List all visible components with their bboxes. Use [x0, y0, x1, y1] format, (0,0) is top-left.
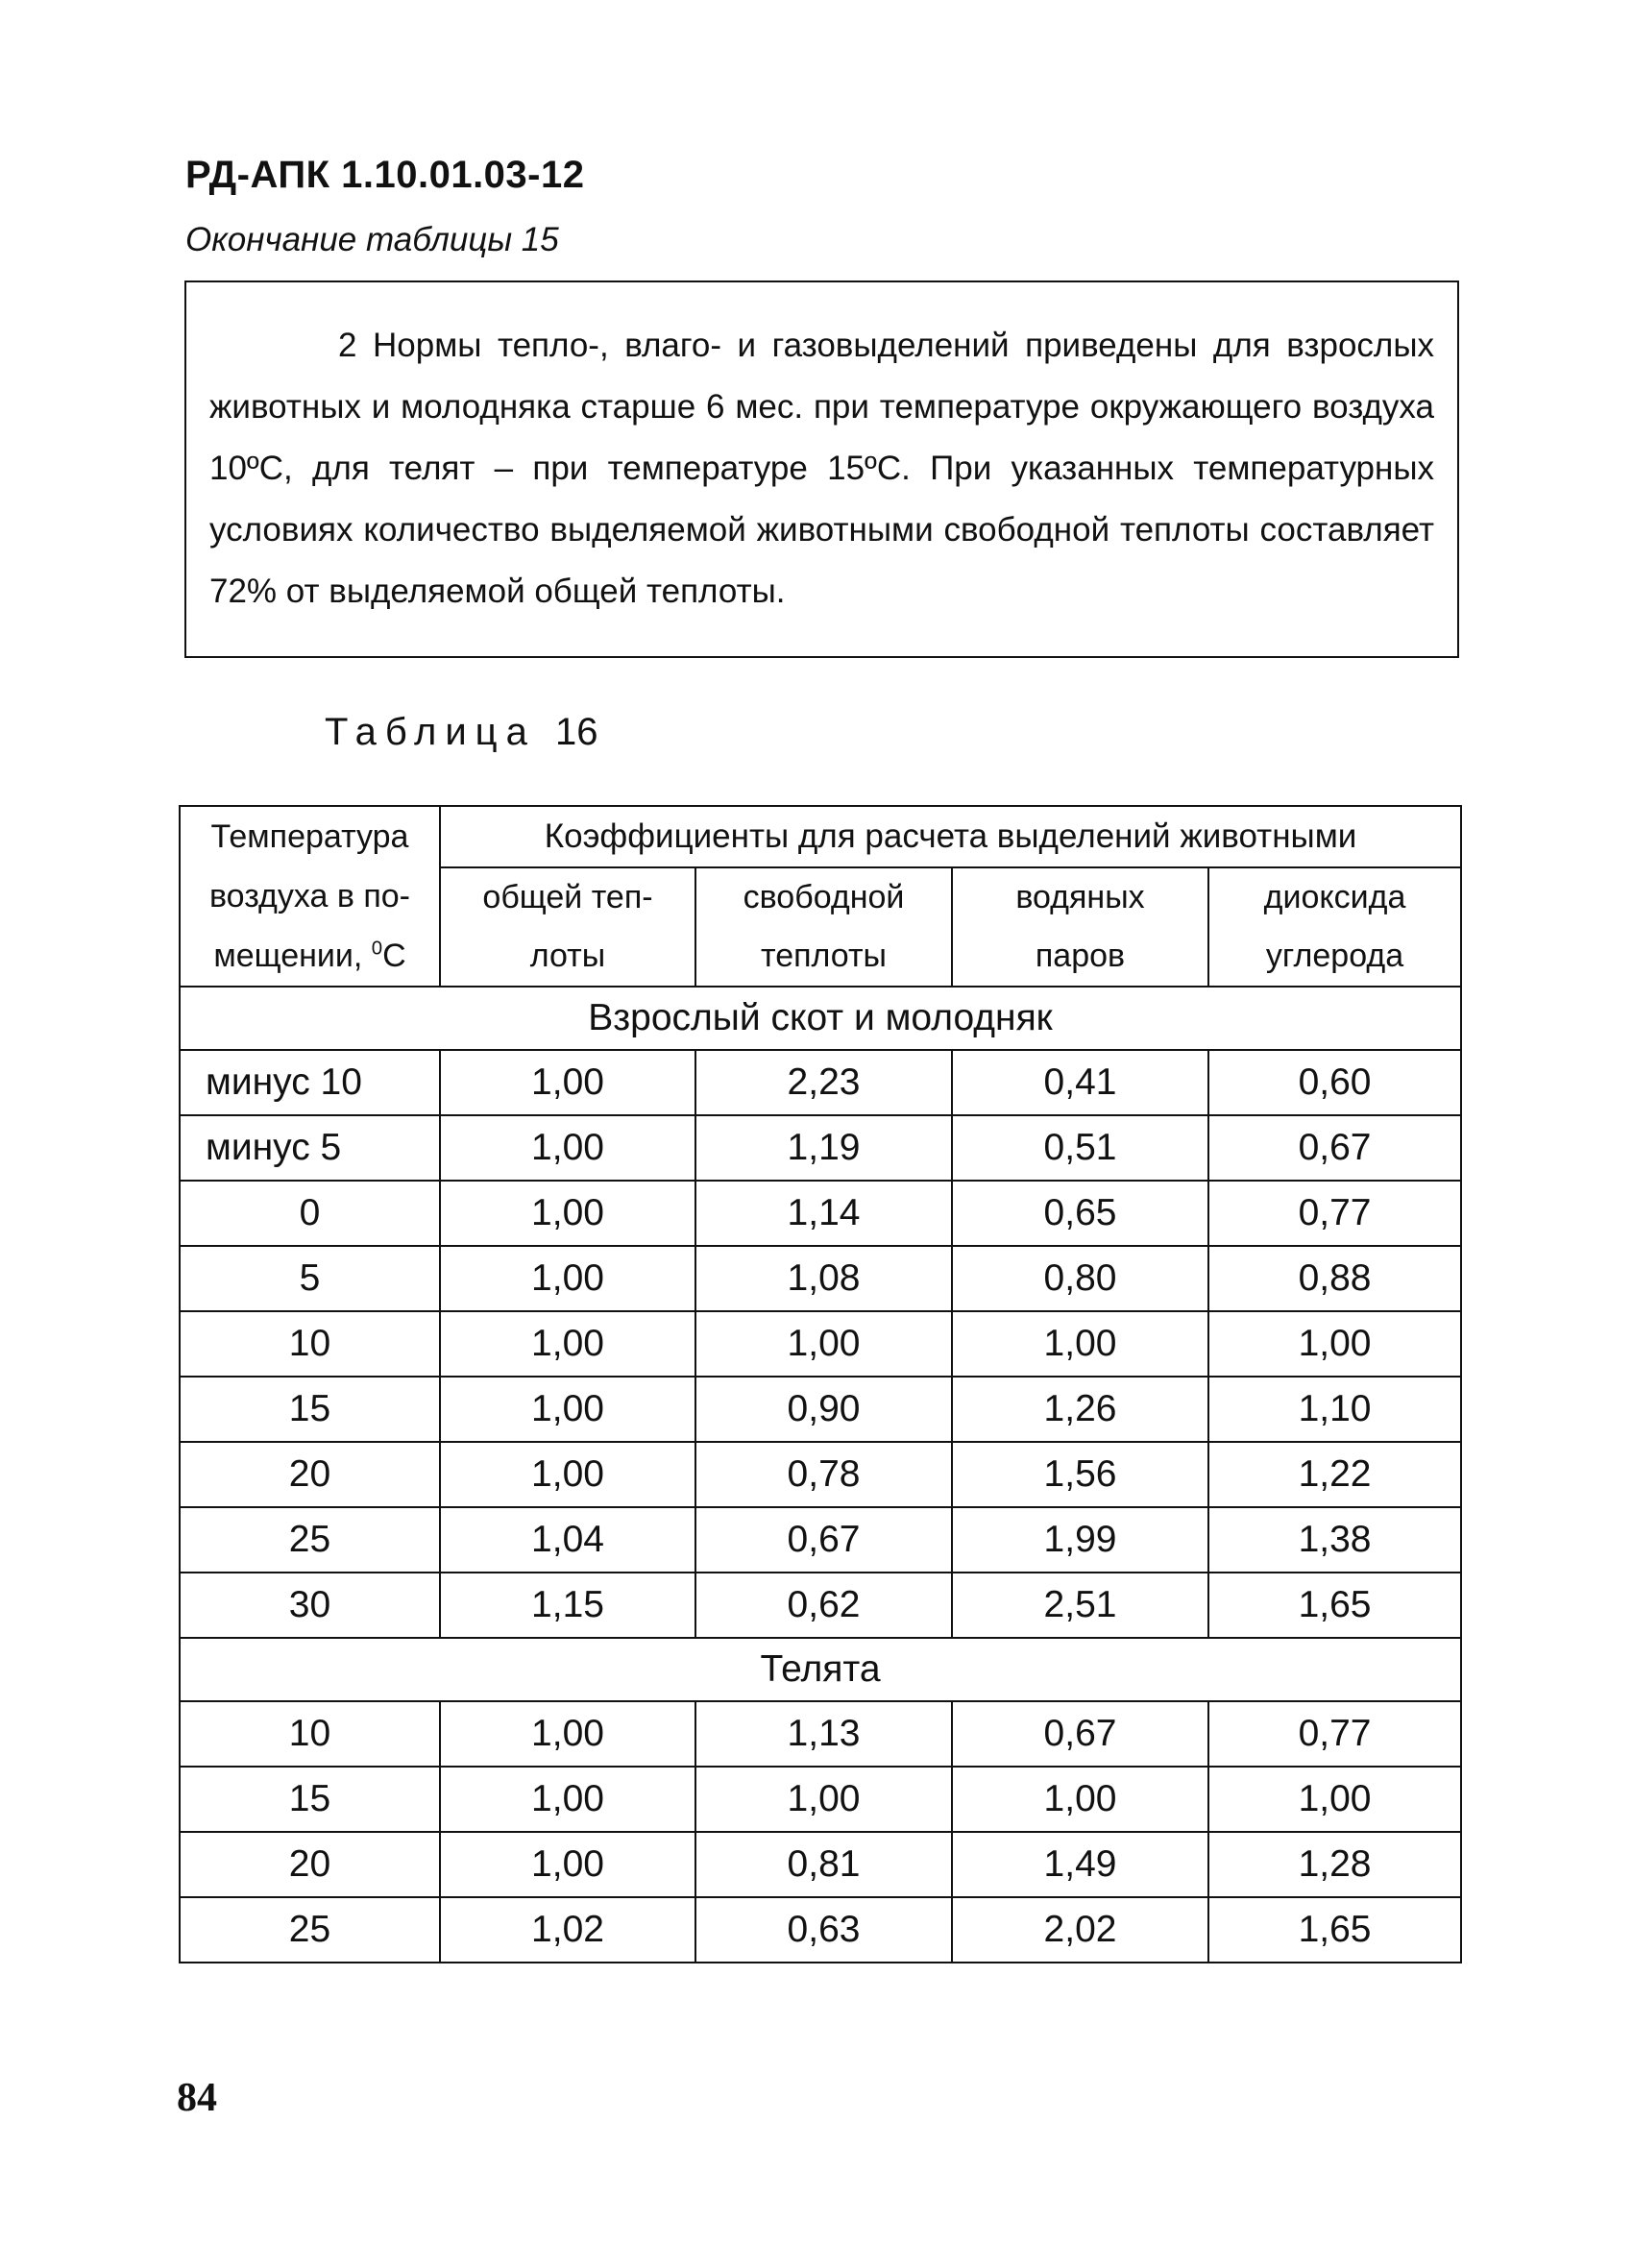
table-row — [180, 1181, 1461, 1246]
temperature-cell: 25 — [180, 1507, 440, 1573]
carbon-dioxide-cell: 1,00 — [1208, 1767, 1461, 1832]
water-vapor-cell: 1,49 — [952, 1832, 1208, 1897]
table-caption-number: 16 — [554, 711, 598, 753]
water-vapor-cell: 0,80 — [952, 1246, 1208, 1311]
document-code: РД-АПК 1.10.01.03-12 — [185, 154, 585, 196]
section-title: Телята — [180, 1638, 1461, 1701]
free-heat-cell: 0,90 — [695, 1377, 952, 1442]
header-group: Коэффициенты для расчета выделений животными — [440, 806, 1461, 867]
header-row-top — [180, 806, 1461, 867]
water-vapor-cell: 1,00 — [952, 1311, 1208, 1377]
table-row — [180, 1050, 1461, 1115]
total-heat-cell: 1,00 — [440, 1050, 695, 1115]
water-vapor-cell: 0,65 — [952, 1181, 1208, 1246]
header-carbon-dioxide-line1: диоксида — [1263, 879, 1406, 915]
total-heat-cell: 1,00 — [440, 1767, 695, 1832]
temperature-cell: 5 — [180, 1246, 440, 1311]
header-temperature-line3 — [181, 926, 439, 986]
carbon-dioxide-cell: 1,22 — [1208, 1442, 1461, 1507]
header-temperature-line2: воздуха в по- — [208, 878, 410, 915]
water-vapor-cell: 1,99 — [952, 1507, 1208, 1573]
free-heat-cell: 1,13 — [695, 1701, 952, 1767]
free-heat-cell: 0,62 — [695, 1573, 952, 1638]
page-number: 84 — [177, 2076, 217, 2120]
water-vapor-cell: 2,51 — [952, 1573, 1208, 1638]
section-row — [180, 987, 1461, 1050]
table-caption-word: Таблица — [325, 711, 536, 753]
water-vapor-cell: 1,26 — [952, 1377, 1208, 1442]
note-box — [184, 280, 1459, 658]
carbon-dioxide-cell: 1,65 — [1208, 1573, 1461, 1638]
table-row — [180, 1442, 1461, 1507]
temperature-cell: 20 — [180, 1442, 440, 1507]
table-row — [180, 1115, 1461, 1181]
header-water-vapor — [952, 867, 1208, 987]
total-heat-cell: 1,04 — [440, 1507, 695, 1573]
temperature-cell: 20 — [180, 1832, 440, 1897]
header-temperature-degree: 0 — [371, 938, 383, 960]
water-vapor-cell: 0,41 — [952, 1050, 1208, 1115]
free-heat-cell: 0,63 — [695, 1897, 952, 1963]
header-free-heat — [695, 867, 952, 987]
temperature-cell: 15 — [180, 1377, 440, 1442]
note-text: 2 Нормы тепло-, влаго- и газовыделений приведены для взрослых животных и молодняка старше 6 мес. при температуре окружающего воздуха 10ºС, для телят – при температуре 15ºС. При указанных температурных условиях количество выделяемой животными свободной теплоты составляет 72% от выделяемой общей теплоты. — [209, 327, 1434, 610]
free-heat-cell: 1,00 — [695, 1767, 952, 1832]
header-total-heat — [440, 867, 695, 987]
table-row — [180, 1897, 1461, 1963]
total-heat-cell: 1,00 — [440, 1377, 695, 1442]
header-temperature-unit: С — [382, 938, 406, 974]
carbon-dioxide-cell: 1,00 — [1208, 1311, 1461, 1377]
temperature-cell: минус 5 — [180, 1115, 440, 1181]
free-heat-cell: 1,08 — [695, 1246, 952, 1311]
total-heat-cell: 1,00 — [440, 1442, 695, 1507]
water-vapor-cell: 0,51 — [952, 1115, 1208, 1181]
header-carbon-dioxide — [1208, 867, 1461, 987]
section-row — [180, 1638, 1461, 1701]
free-heat-cell: 0,67 — [695, 1507, 952, 1573]
free-heat-cell: 1,19 — [695, 1115, 952, 1181]
table-row — [180, 1573, 1461, 1638]
table-row — [180, 1377, 1461, 1442]
table-row — [180, 1246, 1461, 1311]
header-free-heat-line2: теплоты — [761, 938, 887, 974]
table-row — [180, 1507, 1461, 1573]
temperature-cell: 10 — [180, 1701, 440, 1767]
water-vapor-cell: 1,56 — [952, 1442, 1208, 1507]
total-heat-cell: 1,00 — [440, 1115, 695, 1181]
table-row — [180, 1701, 1461, 1767]
temperature-cell: 25 — [180, 1897, 440, 1963]
free-heat-cell: 1,00 — [695, 1311, 952, 1377]
carbon-dioxide-cell: 1,28 — [1208, 1832, 1461, 1897]
header-water-vapor-line2: паров — [1035, 938, 1126, 974]
header-total-heat-line1: общей теп- — [482, 879, 653, 915]
table-continuation-label: Окончание таблицы 15 — [185, 221, 559, 258]
carbon-dioxide-cell: 0,88 — [1208, 1246, 1461, 1311]
table-caption — [325, 711, 597, 754]
water-vapor-cell: 1,00 — [952, 1767, 1208, 1832]
section-title: Взрослый скот и молодняк — [180, 987, 1461, 1050]
free-heat-cell: 0,78 — [695, 1442, 952, 1507]
carbon-dioxide-cell: 0,67 — [1208, 1115, 1461, 1181]
temperature-cell: 10 — [180, 1311, 440, 1377]
total-heat-cell: 1,00 — [440, 1181, 695, 1246]
header-temperature-line1: Температура — [210, 818, 409, 855]
table-body — [180, 806, 1461, 1963]
free-heat-cell: 2,23 — [695, 1050, 952, 1115]
carbon-dioxide-cell: 0,77 — [1208, 1701, 1461, 1767]
temperature-cell: 0 — [180, 1181, 440, 1246]
total-heat-cell: 1,00 — [440, 1311, 695, 1377]
free-heat-cell: 1,14 — [695, 1181, 952, 1246]
total-heat-cell: 1,00 — [440, 1246, 695, 1311]
carbon-dioxide-cell: 0,77 — [1208, 1181, 1461, 1246]
header-total-heat-line2: лоты — [529, 938, 606, 974]
header-water-vapor-line1: водяных — [1015, 879, 1145, 915]
table-row — [180, 1767, 1461, 1832]
header-temperature-line3-text: мещении, — [213, 938, 363, 974]
temperature-cell: минус 10 — [180, 1050, 440, 1115]
header-temperature — [180, 806, 440, 987]
table-row — [180, 1832, 1461, 1897]
total-heat-cell: 1,00 — [440, 1832, 695, 1897]
carbon-dioxide-cell: 1,65 — [1208, 1897, 1461, 1963]
temperature-cell: 15 — [180, 1767, 440, 1832]
water-vapor-cell: 2,02 — [952, 1897, 1208, 1963]
temperature-cell: 30 — [180, 1573, 440, 1638]
total-heat-cell: 1,02 — [440, 1897, 695, 1963]
water-vapor-cell: 0,67 — [952, 1701, 1208, 1767]
carbon-dioxide-cell: 1,10 — [1208, 1377, 1461, 1442]
carbon-dioxide-cell: 0,60 — [1208, 1050, 1461, 1115]
total-heat-cell: 1,00 — [440, 1701, 695, 1767]
free-heat-cell: 0,81 — [695, 1832, 952, 1897]
total-heat-cell: 1,15 — [440, 1573, 695, 1638]
carbon-dioxide-cell: 1,38 — [1208, 1507, 1461, 1573]
header-free-heat-line1: свободной — [743, 879, 905, 915]
header-carbon-dioxide-line2: углерода — [1265, 938, 1404, 974]
table-row — [180, 1311, 1461, 1377]
coefficients-table — [179, 805, 1462, 1963]
